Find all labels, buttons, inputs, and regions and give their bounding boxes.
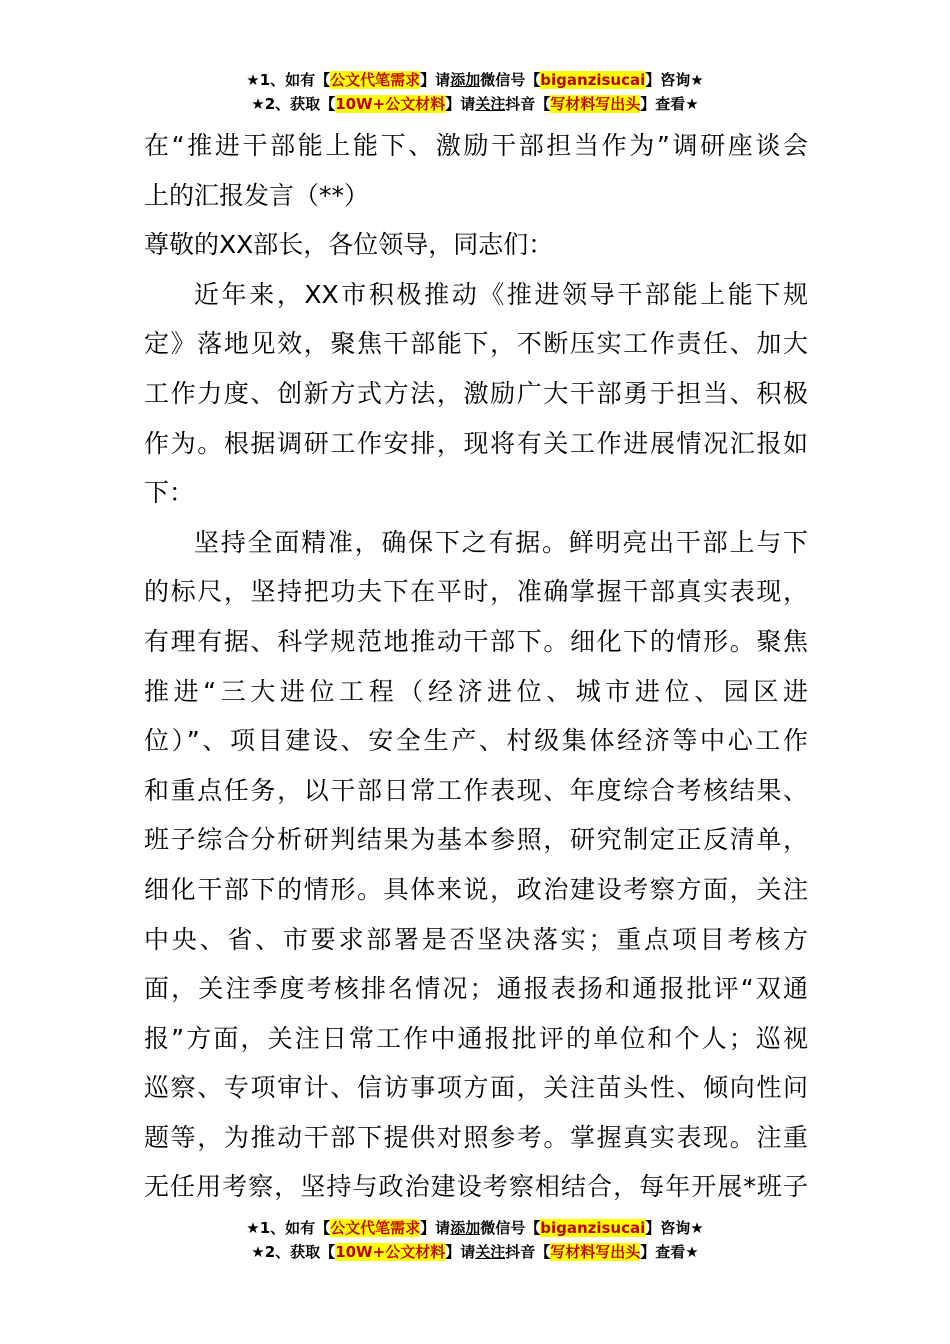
banner-text: 】请 (445, 95, 476, 113)
paragraph-line: 工作力度、创新方式方法，激励广大干部勇于担当、积极 (144, 378, 808, 408)
banner-text: 微信号【 (480, 71, 541, 89)
banner-text: ★2、获取【 (251, 95, 336, 113)
banner-line-1 (0, 1216, 950, 1240)
paragraph-line: 推进“三大进位工程（经济进位、城市进位、园区进 (144, 676, 808, 706)
paragraph-line: 近年来，XX市积极推动《推进领导干部能上能下规 (194, 279, 808, 309)
paragraph-line: 细化干部下的情形。具体来说，政治建设考察方面，关注 (144, 874, 808, 904)
banner-underlined: 添加 (450, 71, 481, 89)
paragraph-line: 定》落地见效，聚焦干部能下，不断压实工作责任、加大 (144, 329, 808, 359)
banner-text: 】咨询★ (645, 1219, 704, 1237)
paragraph-line: 报”方面，关注日常工作中通报批评的单位和个人；巡视 (144, 1023, 808, 1053)
banner-line-2 (0, 92, 950, 116)
banner-highlight: 10W+公文材料 (335, 1243, 446, 1261)
paragraph-line: 巡察、专项审计、信访事项方面，关注苗头性、倾向性问 (144, 1073, 808, 1103)
document-body (144, 121, 808, 1212)
banner-text: 抖音【 (505, 1243, 551, 1261)
banner-highlight: biganzisucai (540, 1219, 646, 1237)
banner-text: 】查看★ (640, 1243, 699, 1261)
banner-text: 】请 (445, 1243, 476, 1261)
banner-highlight: 写材料写出头 (550, 95, 641, 113)
banner-text: 】咨询★ (645, 71, 704, 89)
banner-text: 】查看★ (640, 95, 699, 113)
banner-text: ★1、如有【 (246, 71, 331, 89)
paragraph-line: 的标尺，坚持把功夫下在平时，准确掌握干部真实表现， (144, 577, 808, 607)
paragraph-line: 下： (144, 478, 195, 508)
header-banner (0, 68, 950, 116)
paragraph-line: 坚持全面精准，确保下之有据。鲜明亮出干部上与下 (194, 527, 808, 557)
banner-text: 微信号【 (480, 1219, 541, 1237)
salutation: 尊敬的XX部长，各位领导，同志们： (144, 230, 554, 260)
banner-highlight: 10W+公文材料 (335, 95, 446, 113)
banner-text: 】请 (420, 1219, 451, 1237)
paragraph-line: 位）”、项目建设、安全生产、村级集体经济等中心工作 (144, 726, 808, 756)
banner-line-1 (0, 68, 950, 92)
document-title-line: 上的汇报发言（**） (144, 180, 370, 210)
banner-text: ★1、如有【 (246, 1219, 331, 1237)
paragraph-line: 无任用考察，坚持与政治建设考察相结合，每年开展*班子 (144, 1172, 808, 1202)
document-title-line: 在“推进干部能上能下、激励干部担当作为”调研座谈会 (144, 131, 808, 160)
paragraph-line: 有理有据、科学规范地推动干部下。细化下的情形。聚焦 (144, 626, 808, 656)
banner-text: 抖音【 (505, 95, 551, 113)
banner-highlight: 公文代笔需求 (330, 1219, 421, 1237)
paragraph-line: 班子综合分析研判结果为基本参照，研究制定正反清单， (144, 825, 808, 855)
banner-line-2 (0, 1240, 950, 1264)
banner-underlined: 关注 (475, 1243, 506, 1261)
banner-highlight: 写材料写出头 (550, 1243, 641, 1261)
paragraph-line: 面，关注季度考核排名情况；通报表扬和通报批评“双通 (144, 974, 808, 1004)
banner-text: ★2、获取【 (251, 1243, 336, 1261)
banner-underlined: 关注 (475, 95, 506, 113)
banner-highlight: 公文代笔需求 (330, 71, 421, 89)
banner-text: 】请 (420, 71, 451, 89)
banner-highlight: biganzisucai (540, 71, 646, 89)
footer-banner (0, 1216, 950, 1264)
paragraph-line: 中央、省、市要求部署是否坚决落实；重点项目考核方 (144, 924, 808, 954)
paragraph-line: 题等，为推动干部下提供对照参考。掌握真实表现。注重 (144, 1122, 808, 1152)
banner-underlined: 添加 (450, 1219, 481, 1237)
paragraph-line: 作为。根据调研工作安排，现将有关工作进展情况汇报如 (144, 428, 808, 458)
paragraph-line: 和重点任务，以干部日常工作表现、年度综合考核结果、 (144, 775, 808, 805)
